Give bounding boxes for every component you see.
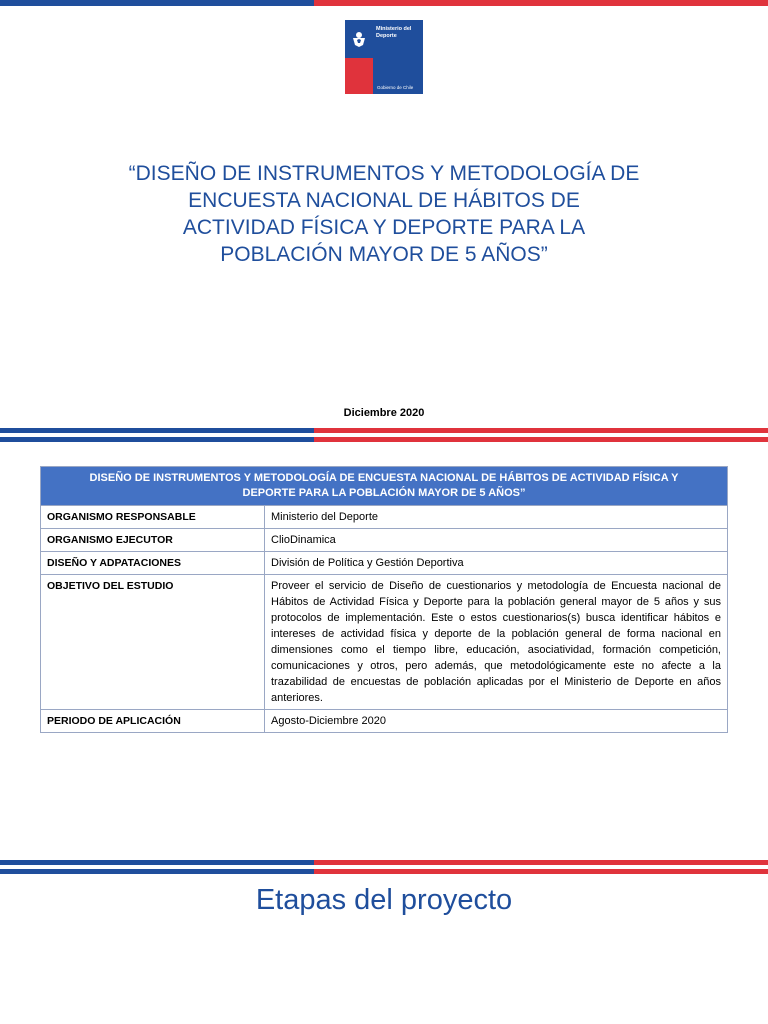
table-header-line: DISEÑO DE INSTRUMENTOS Y METODOLOGÍA DE ENCUESTA NACIONAL DE HÁBITOS DE ACTIVIDAD FÍSICA Y [89,472,679,484]
row-value: Agosto-Diciembre 2020 [265,710,728,733]
title-line: “DISEÑO DE INSTRUMENTOS Y METODOLOGÍA DE [128,162,640,185]
coat-of-arms-icon [349,29,369,49]
top-stripe [0,0,768,6]
logo-ministry-text: Ministerio del Deporte [376,26,412,39]
table-header-row [41,467,728,506]
study-info-table [40,466,728,733]
title-line: ENCUESTA NACIONAL DE HÁBITOS DE [188,189,580,212]
table-row [41,710,728,733]
document-title [84,160,684,268]
row-value: Ministerio del Deporte [265,506,728,529]
row-label: OBJETIVO DEL ESTUDIO [41,575,265,710]
row-label: ORGANISMO RESPONSABLE [41,506,265,529]
table-header [41,467,728,506]
title-line: ACTIVIDAD FÍSICA Y DEPORTE PARA LA [182,216,586,239]
title-line: POBLACIÓN MAYOR DE 5 AÑOS” [220,243,548,266]
row-label: DISEÑO Y ADPATACIONES [41,552,265,575]
table-row [41,506,728,529]
row-value: Proveer el servicio de Diseño de cuestionarios y metodología de Encuesta nacional de Hábitos de Actividad Física y Deporte para la población general mayor de 5 años y sus protocolos de implementación. Este o estos cuestionarios(s) busca identificar hábitos e intereses de actividad física y deporte de la población general de forma nacional en dimensiones como el tiempo libre, educación, asociatividad, formación competición, comunicaciones y otros, pero además, que metodológicamente este no afecte a la trazabilidad de encuestas de población aplicadas por el Ministerio de Deporte en años anteriores. [265,575,728,710]
row-value: ClioDinamica [265,529,728,552]
table-row [41,529,728,552]
table-row [41,575,728,710]
table-header-line: DEPORTE PARA LA POBLACIÓN MAYOR DE 5 AÑOS” [242,487,526,499]
row-label: ORGANISMO EJECUTOR [41,529,265,552]
table-row [41,552,728,575]
section-title: Etapas del proyecto [255,884,513,916]
logo-government-text: Gobierno de Chile [377,85,414,90]
divider-stripe [0,428,768,442]
row-value: División de Política y Gestión Deportiva [265,552,728,575]
document-date: Diciembre 2020 [343,407,425,419]
row-label: PERIODO DE APLICACIÓN [41,710,265,733]
ministry-logo [345,20,423,94]
divider-stripe [0,860,768,874]
